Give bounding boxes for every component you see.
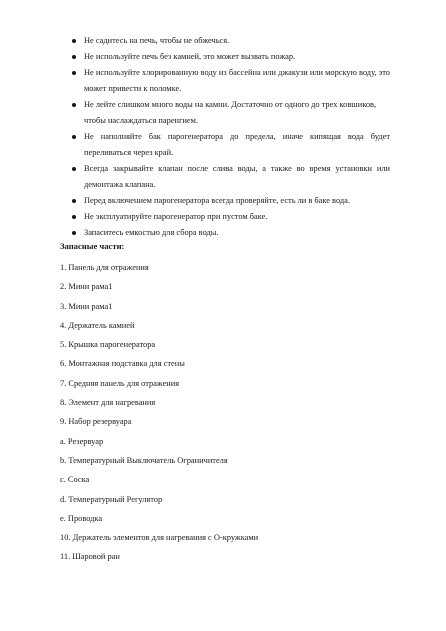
spare-part-item: 6. Монтажная подставка для стены	[60, 359, 185, 369]
spare-parts-heading: Запасные части:	[60, 241, 125, 251]
warning-item	[72, 161, 390, 193]
warning-text: Не лейте слишком много воды на камни. Достаточно от одного до трех ковшиков, чтобы наслаждаться паренгием.	[84, 100, 377, 125]
bullet-icon	[72, 199, 76, 203]
spare-part-item: 4. Держатель камней	[60, 320, 135, 330]
bullet-icon	[72, 215, 76, 219]
warning-item	[72, 33, 390, 49]
warning-text: Не наполняйте бак парогенератора до предела, иначе кипящая вода будет переливаться через край.	[84, 132, 390, 157]
spare-part-item: 7. Средняя панель для отражения	[60, 378, 180, 388]
warning-item	[72, 65, 390, 97]
warning-text: Не используйте печь без камней, это может вызвать пожар.	[84, 52, 296, 61]
spare-part-item: 3. Мини рама1	[60, 301, 113, 311]
warning-text: Всегда закрывайте клапан после слива воды, а также во время установки или демонтажа клапана.	[84, 164, 390, 189]
spare-part-item: d. Температурный Регулятор	[60, 494, 163, 504]
warning-text: Перед включением парогенератора всегда проверяйте, есть ли в баке вода.	[84, 196, 350, 205]
warning-text: Запаситесь емкостью для сбора воды.	[84, 228, 219, 237]
warning-item	[72, 209, 390, 225]
spare-part-item: a. Резервуар	[60, 436, 104, 446]
spare-part-item: 5. Крышка парогенератора	[60, 340, 156, 350]
spare-part-item: c. Соска	[60, 475, 90, 485]
bullet-icon	[72, 167, 76, 171]
spare-part-item: e. Проводка	[60, 513, 103, 523]
spare-part-item: 10. Держатель элементов для нагревания с О-кружками	[60, 533, 259, 543]
warning-item	[72, 97, 390, 129]
bullet-icon	[72, 39, 76, 43]
bullet-icon	[72, 55, 76, 59]
warning-item	[72, 225, 390, 241]
warning-item	[72, 193, 390, 209]
bullet-icon	[72, 231, 76, 235]
spare-part-item: 2. Мини рама1	[60, 282, 113, 292]
spare-part-item: 8. Элемент для нагревания	[60, 398, 156, 408]
spare-part-item: 11. Шаровой ран	[60, 552, 120, 562]
warning-text: Не эксплуатируйте парогенератор при пустом баке.	[84, 212, 268, 221]
spare-parts-list	[60, 262, 258, 571]
bullet-icon	[72, 103, 76, 107]
spare-part-item: 1. Панель для отражения	[60, 263, 149, 272]
warning-item	[72, 129, 390, 161]
spare-part-item: b. Температурный Выключатель Ограничителя	[60, 455, 228, 465]
warning-text: Не садитесь на печь, чтобы не обжечься.	[84, 36, 230, 45]
spare-part-item: 9. Набор резервуара	[60, 417, 132, 427]
warning-text: Не используйте хлорированную воду из бассейна или джакузи или морскую воду, это может привести к поломке.	[84, 68, 390, 93]
safety-warnings-list	[72, 33, 390, 241]
warning-item	[72, 49, 390, 65]
bullet-icon	[72, 135, 76, 139]
bullet-icon	[72, 71, 76, 75]
